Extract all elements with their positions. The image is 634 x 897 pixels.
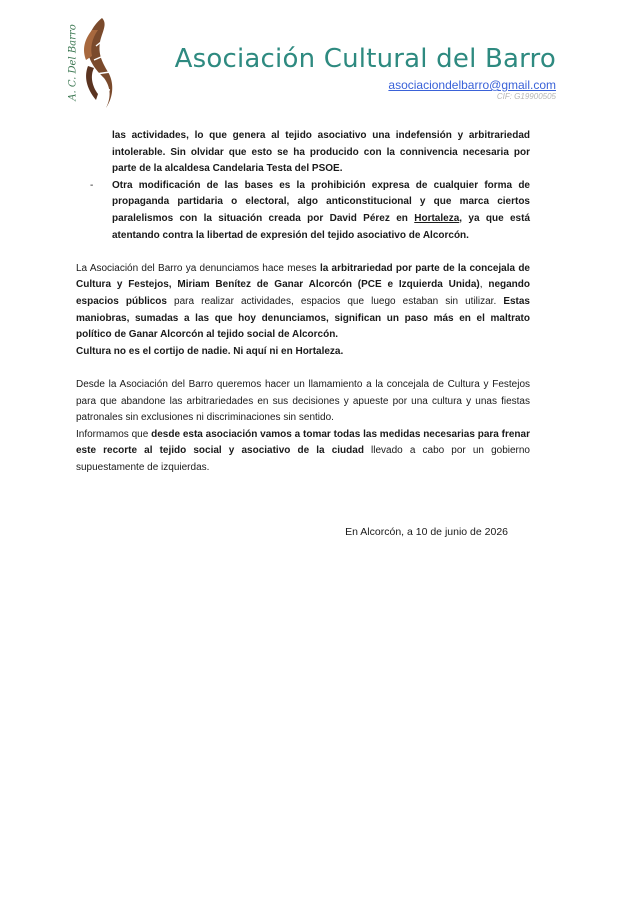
spacer (76, 244, 530, 261)
place-date-signature: En Alcorcón, a 10 de junio de 2026 (345, 526, 508, 538)
paragraph-denuncia (76, 261, 530, 344)
hortaleza-link[interactable]: Hortaleza (414, 212, 460, 224)
spacer (76, 360, 530, 377)
bullet-text-part1: Otra modificación de las bases es la prohibición expresa de cualquier forma de propaganda partidaria o electoral, algo anticonstitucional y que marca ciertos paralelismos con la situación creada por David Pérez en (112, 179, 530, 224)
bullet-item (76, 178, 530, 244)
para1-bold3: Estas maniobras, sumadas a las que hoy denunciamos, significan un paso más en el maltrato político de Ganar Alcorcón al tejido social de Alcorcón. (76, 295, 530, 341)
para3-bold1: desde esta asociación vamos a tomar todas las medidas necesarias para frenar este recorte al tejido social y asociativo de la ciudad (76, 428, 530, 457)
paragraph-medidas (76, 427, 530, 477)
para1-text3: para realizar actividades, espacios que luego estaban sin utilizar. (166, 295, 504, 307)
bullet-text-part2: , ya que está atentando contra la libertad de expresión del tejido asociativo de Alcorcón. (112, 212, 531, 241)
email-link[interactable]: asociaciondelbarro@gmail.com (388, 78, 556, 92)
paragraph-llamamiento: Desde la Asociación del Barro queremos hacer un llamamiento a la concejala de Cultura y Festejos para que abandone las arbitrariedades en sus decisiones y apueste por una cultura y unas fiestas patronales sin exclusiones ni discriminaciones sin sentido. (76, 378, 530, 424)
slogan-line (76, 344, 530, 361)
para1-bold1: la arbitrariedad por parte de la concejala de Cultura y Festejos, Miriam Benítez de Ganar Alcorcón (PCE e Izquierda Unida) (76, 262, 530, 291)
continuation-text: las actividades, lo que genera al tejido asociativo una indefensión y arbitrariedad intolerable. Sin olvidar que esto se ha producido con la connivencia necesaria por parte de la alcaldesa Candelaria Testa del PSOE. (112, 130, 530, 175)
para3-text1: Informamos que (76, 428, 152, 440)
para1-text1: La Asociación del Barro ya denunciamos hace meses (76, 262, 320, 274)
continuation-paragraph (76, 128, 530, 178)
para3-text2: llevado a cabo por un gobierno supuestamente de izquierdas. (76, 445, 530, 473)
cif-number: CIF: G19900505 (496, 92, 556, 101)
slogan-text: Cultura no es el cortijo de nadie. Ni aquí ni en Hortaleza. (76, 345, 344, 357)
organization-title: Asociación Cultural del Barro (174, 44, 556, 74)
logo-text: A. C. Del Barro (67, 23, 79, 101)
bullet-dash: - (90, 179, 94, 191)
para1-bold2: negando espacios públicos (76, 279, 531, 307)
logo-lettering (58, 18, 88, 106)
letter-body (76, 128, 530, 476)
para1-text2: , (479, 279, 489, 291)
